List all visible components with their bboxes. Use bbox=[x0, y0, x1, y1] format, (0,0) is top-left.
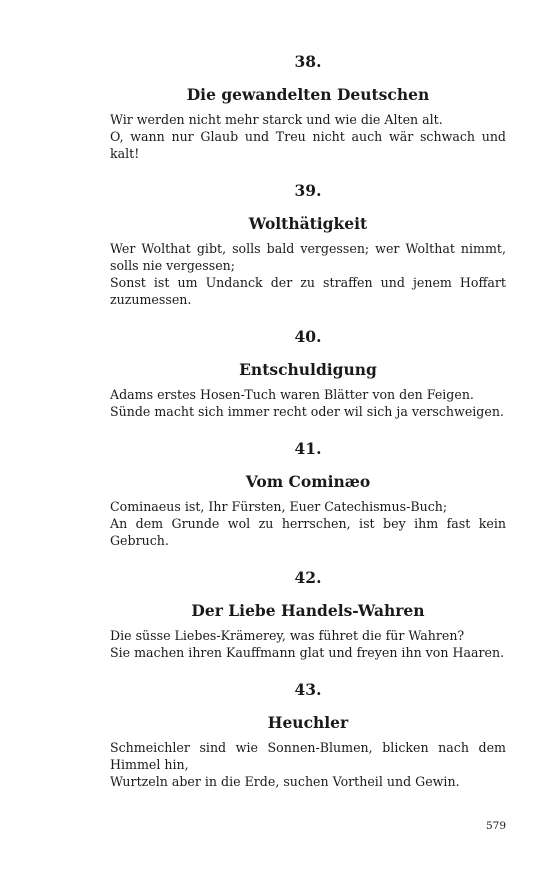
epigram-number: 39. bbox=[294, 181, 322, 200]
page-body bbox=[110, 52, 506, 790]
epigram-number: 41. bbox=[294, 439, 322, 458]
epigram-title: Der Liebe Handels-Wahren bbox=[191, 601, 425, 620]
epigram-42 bbox=[110, 568, 506, 661]
verse-line: Sie machen ihren Kauffmann glat und freyen ihn von Haaren. bbox=[110, 645, 505, 660]
verse-line: Schmeichler sind wie Sonnen-Blumen, blicken nach dem Himmel hin, bbox=[110, 740, 506, 772]
verse-line: Sünde macht sich immer recht oder wil sich ja verschweigen. bbox=[110, 404, 504, 419]
epigram-number: 40. bbox=[294, 327, 322, 346]
verse-line: Wir werden nicht mehr starck und wie die Alten alt. bbox=[110, 112, 443, 127]
epigram-text bbox=[110, 739, 506, 790]
verse-line: Sonst ist um Undanck der zu straffen und jenem Hoffart zuzumessen. bbox=[110, 275, 506, 307]
verse-line: Wurtzeln aber in die Erde, suchen Vortheil und Gewin. bbox=[110, 774, 460, 789]
epigram-text bbox=[110, 111, 506, 162]
verse-line: Adams erstes Hosen-Tuch waren Blätter von den Feigen. bbox=[110, 387, 474, 402]
epigram-40 bbox=[110, 327, 506, 420]
verse-line: O, wann nur Glaub und Treu nicht auch wär schwach und kalt! bbox=[110, 129, 506, 161]
epigram-43 bbox=[110, 680, 506, 790]
verse-line: Wer Wolthat gibt, solls bald vergessen; wer Wolthat nimmt, solls nie vergessen; bbox=[110, 241, 506, 273]
epigram-text bbox=[110, 627, 506, 661]
verse-line: An dem Grunde wol zu herrschen, ist bey ihm fast kein Gebruch. bbox=[110, 516, 506, 548]
epigram-number: 43. bbox=[294, 680, 322, 699]
epigram-38 bbox=[110, 52, 506, 162]
epigram-title: Die gewandelten Deutschen bbox=[186, 85, 430, 104]
epigram-41 bbox=[110, 439, 506, 549]
page-number: 579 bbox=[485, 820, 506, 832]
epigram-number: 38. bbox=[294, 52, 322, 71]
epigram-39 bbox=[110, 181, 506, 308]
epigram-text bbox=[110, 386, 506, 420]
verse-line: Die süsse Liebes-Krämerey, was führet die für Wahren? bbox=[110, 628, 465, 643]
epigram-title: Wolthätigkeit bbox=[248, 214, 368, 233]
epigram-text bbox=[110, 240, 506, 308]
verse-line: Cominaeus ist, Ihr Fürsten, Euer Catechismus-Buch; bbox=[110, 499, 448, 514]
epigram-text bbox=[110, 498, 506, 549]
epigram-number: 42. bbox=[294, 568, 322, 587]
epigram-title: Entschuldigung bbox=[239, 360, 377, 379]
epigram-title: Heuchler bbox=[267, 713, 349, 732]
epigram-title: Vom Cominæo bbox=[245, 472, 371, 491]
